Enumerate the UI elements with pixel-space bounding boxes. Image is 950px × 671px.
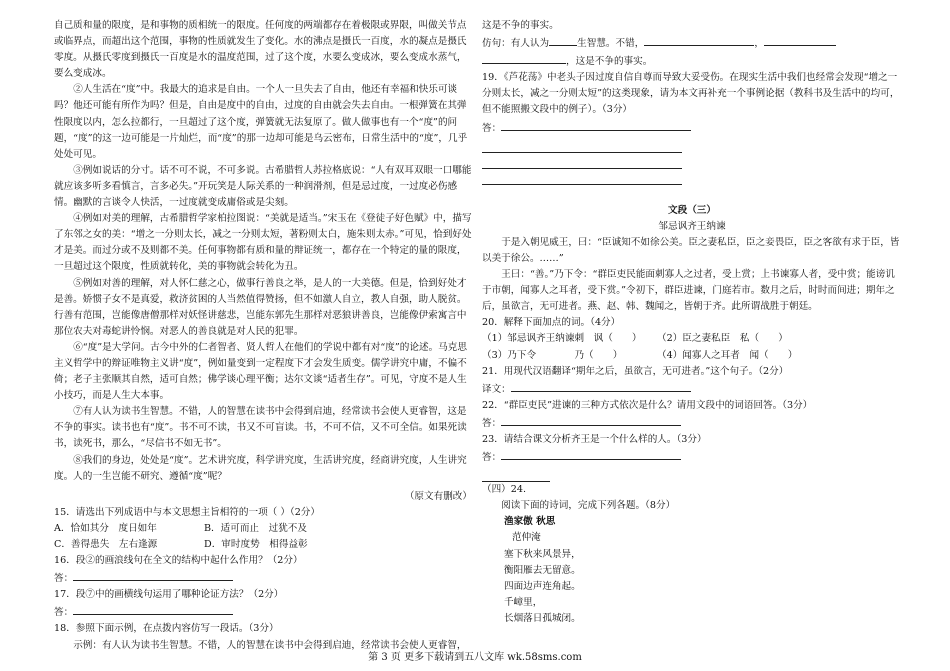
q20-item-2: （2）臣之妻私臣 私（ ） — [657, 333, 788, 345]
poem-line: 四面边声连角起。 — [504, 580, 581, 592]
answer-line[interactable] — [482, 153, 682, 169]
question-20: 20．解释下面加点的词。（4分） — [482, 317, 621, 329]
question-24-head: （四）24. — [482, 484, 527, 496]
answer-label: 答： — [482, 417, 502, 429]
answer-label: 答： — [54, 573, 74, 585]
passage-paragraph: ⑤例如对善的理解，对人怀仁慈之心，做事行善良之举，是人的一大美德。但是，恰到好处才是善。娇惯子女不是真爱，救济贫困的人当然值得赞扬，但不如激人自立，教人自强，助人脱贫。行善有范围，岂能像唐僧那样对妖怪讲慈悲，岂能东郭先生那样对恶狼讲善良，岂能像伊索寓言中那位农夫对毒蛇讲怜悯。对恶人的善良就是对人民的犯罪。 — [54, 277, 467, 337]
imitation-blank[interactable] — [482, 52, 566, 64]
section-subtitle: 邹忌讽齐王纳谏 — [658, 220, 726, 232]
translation-blank[interactable] — [511, 380, 691, 392]
poem-line: 塞下秋来风景异， — [504, 548, 581, 560]
passage-paragraph: ⑦有人认为读书生智慧。不错，人的智慧在读书中会得到启迪，经常读书会使人更睿智，这是不争的事实。读书也有“度”。书不可不读，书又不可盲读。书，不可不信，又不可全信。如果死读书，读死书，那么，“尽信书不如无书”。 — [54, 406, 467, 450]
q15-option-b: B．适可而止 过犹不及 — [204, 522, 307, 534]
answer-blank[interactable] — [501, 414, 681, 426]
poem-line: 衡阳雁去无留意。 — [504, 564, 581, 576]
q15-options-row — [54, 537, 472, 553]
imitation-blank[interactable] — [764, 34, 836, 46]
passage-paragraph: ③例如说话的分寸。话不可不说，不可多说。古希腊哲人苏拉格底说：“人有双耳双眼一口哪能就应该多听多看慎言，言多必失。”开玩笑是人际关系的一种润滑剂，但是忌过度，一过度必伤感情。幽默的言谈令人快活，一过度就变成庸俗或是尖刻。 — [54, 164, 472, 209]
question-18: 18．参照下面示例，在点拨内容仿写一段话。（3分） — [54, 623, 279, 635]
answer-row — [482, 414, 902, 432]
question-19: 19．《芦花荡》中老头子因过度自信自尊而导致大妥受伤。在现实生活中我们也经常会发现“增之一分则太长，减之一分则太短”的这类现象，请为本文再补充一个事例论据（教科书及生活中的均可，但不能照搬文段中的例子）。（3分） — [482, 72, 900, 116]
question-23: 23．请结合课文分析齐王是一个什么样的人。（3分） — [482, 433, 707, 445]
classical-passage: 于是入朝见威王，曰：“臣诚知不如徐公美。臣之妻私臣，臣之妾畏臣，臣之客欲有求于臣，皆以美于徐公。……” — [482, 236, 900, 264]
answer-blank[interactable] — [73, 569, 233, 581]
q15-option-a: A．恰如其分 度日如年 — [54, 522, 157, 534]
imitation-text: ，这是不争的事实。 — [566, 56, 653, 68]
imitation-row — [482, 34, 902, 52]
passage-paragraph: ②人生活在“度”中。我最大的追求是自由。一个人一旦失去了自由，他还有幸福和快乐可谈吗？他还可能有所作为吗？但是，自由是度中的自由，过度的自由就会失去自由。一根弹簧在其弹性限度以内，怎么拉都行，一旦超过了这个度，弹簧就无法复原了。做人做事也有一个“度”的问题，“度”的这一边可能是一片灿烂，而“度”的那一边却可能是乌云密布，日常生活中的“度”，几乎处处可见。 — [54, 84, 468, 160]
translation-row — [482, 380, 902, 398]
passage-paragraph: ④例如对美的理解，古希腊哲学家柏拉图说：“美就是适当。”宋玉在《登徒子好色赋》中，描写了东邻之女的美：“增之一分则太长，减之一分则太短，著粉则太白，施朱则太赤。”可见，恰到好处才是美。而过分或不及则都不美。任何事物都有质和量的辩证统一，都存在一个特定的量的限度，一旦超过这个限度，性质就转化，美的事物就会转化为丑。 — [54, 213, 472, 273]
q15-option-c: C．善得患失 左右逢源 — [54, 539, 158, 550]
answer-line[interactable] — [482, 137, 682, 153]
left-column — [54, 18, 472, 654]
passage-paragraph: 自己质和量的限度，是和事物的质相统一的限度。任何度的两端都存在着极限或界限，叫做关节点或临界点，而超出这个范围，事物的性质就发生了变化。水的沸点是摄氏一百度，水的凝点是摄氏零度。从摄氏零度到摄氏一百度是水的温度范围，过了这个度，水要么变成冰，要么变成水蒸气，要么变成冰。 — [54, 20, 467, 80]
poem-line: 千嶂里， — [504, 596, 543, 608]
answer-label: 答： — [482, 452, 502, 464]
poem-line: 长烟落日孤城闭。 — [504, 612, 581, 624]
answer-row — [482, 119, 902, 137]
answer-row — [54, 569, 472, 587]
answer-blank[interactable] — [501, 119, 691, 131]
page-footer: 第 3 页 更多下载请到五八文库 wk.58sms.com — [368, 652, 582, 663]
answer-row — [54, 603, 472, 621]
question-22: 22．“群臣吏民”进谏的三种方式依次是什么？请用文段中的词语回答。（3分） — [482, 399, 813, 411]
imitation-text: ， — [754, 38, 764, 50]
question-21: 21．用现代汉语翻译“期年之后，虽欲言，无可进者。”这个句子。（2分） — [482, 365, 789, 377]
q15-option-d: D．审时度势 相得益彰 — [204, 539, 308, 550]
q20-item-3: （3）乃下令 乃（ ） — [482, 349, 623, 361]
answer-label: 答： — [482, 122, 502, 134]
poem-author: 范仲淹 — [512, 532, 541, 544]
answer-blank[interactable] — [501, 448, 681, 460]
passage-paragraph: ⑧我们的身边，处处是“度”。艺术讲究度，科学讲究度，生活讲究度，经商讲究度，人生讲究度。人的一生岂能不研究、遵循“度”呢？ — [54, 454, 467, 482]
example-continuation: 这是不争的事实。 — [482, 20, 559, 31]
q15-options-row — [54, 521, 472, 537]
poem-title: 渔家傲 秋思 — [504, 516, 556, 528]
question-24-intro: 阅读下面的诗词，完成下列各题。（8分） — [501, 500, 676, 512]
question-16: 16．段②的画浪线句在全文的结构中起什么作用？（2分） — [54, 555, 303, 567]
imitation-row — [482, 52, 902, 70]
classical-passage: 王曰：“善。”乃下令：“群臣吏民能面刺寡人之过者，受上赏；上书谏寡人者，受中赏；能谤讥于市朝，闻寡人之耳者，受下赏。”令初下，群臣进谏，门庭若市。数月之后，时时而间进；期年之后，虽欲言，无可进者。燕、赵、韩、魏闻之，皆朝于齐。此所谓战胜于朝廷。 — [482, 269, 895, 313]
right-column — [482, 18, 902, 627]
answer-blank[interactable] — [73, 603, 233, 615]
q20-item-1: （1）邹忌讽齐王纳谏刺 讽（ ） — [482, 333, 642, 345]
passage-paragraph: ⑥“度”是大学问。古今中外的仁者智者、贤人哲人在他们的学说中都有对“度”的论述。马克思主义哲学中的辩证唯物主义讲“度”，例如量变到一定程度下才会发生质变。儒学讲究中庸，不偏不倚；老子主张顺其自然，适可自然；佛学谈心理平衡；达尔文谈“适者生存”。可见，守度不是人生小技巧，而是人生大本事。 — [54, 341, 467, 402]
answer-row — [482, 448, 902, 466]
q20-row — [482, 348, 902, 364]
question-17: 17．段⑦中的画横线句运用了哪种论证方法？（2分） — [54, 589, 284, 601]
question-15: 15．请选出下列成语中与本文思想主旨相符的一项（ ）（2分） — [54, 506, 320, 518]
source-note: （原文有删改） — [404, 490, 472, 502]
translation-label: 译文： — [482, 383, 511, 395]
example-text: 示例：有人认为读书生智慧。不错，人的智慧在读书中会得到启迪，经常读书会使人更睿智， — [73, 639, 467, 651]
imitation-label: 仿句：有人认为 — [482, 38, 550, 50]
imitation-text: 生智慧。不错， — [577, 38, 645, 50]
answer-line[interactable] — [482, 169, 682, 185]
answer-label: 答： — [54, 607, 74, 619]
section-title: 文段（三） — [668, 204, 716, 216]
answer-line[interactable] — [482, 466, 550, 482]
imitation-blank[interactable] — [644, 34, 754, 46]
imitation-blank[interactable] — [549, 34, 577, 46]
q20-row — [482, 331, 902, 347]
q20-item-4: （4）闻寡人之耳者 闻（ ） — [657, 349, 798, 361]
